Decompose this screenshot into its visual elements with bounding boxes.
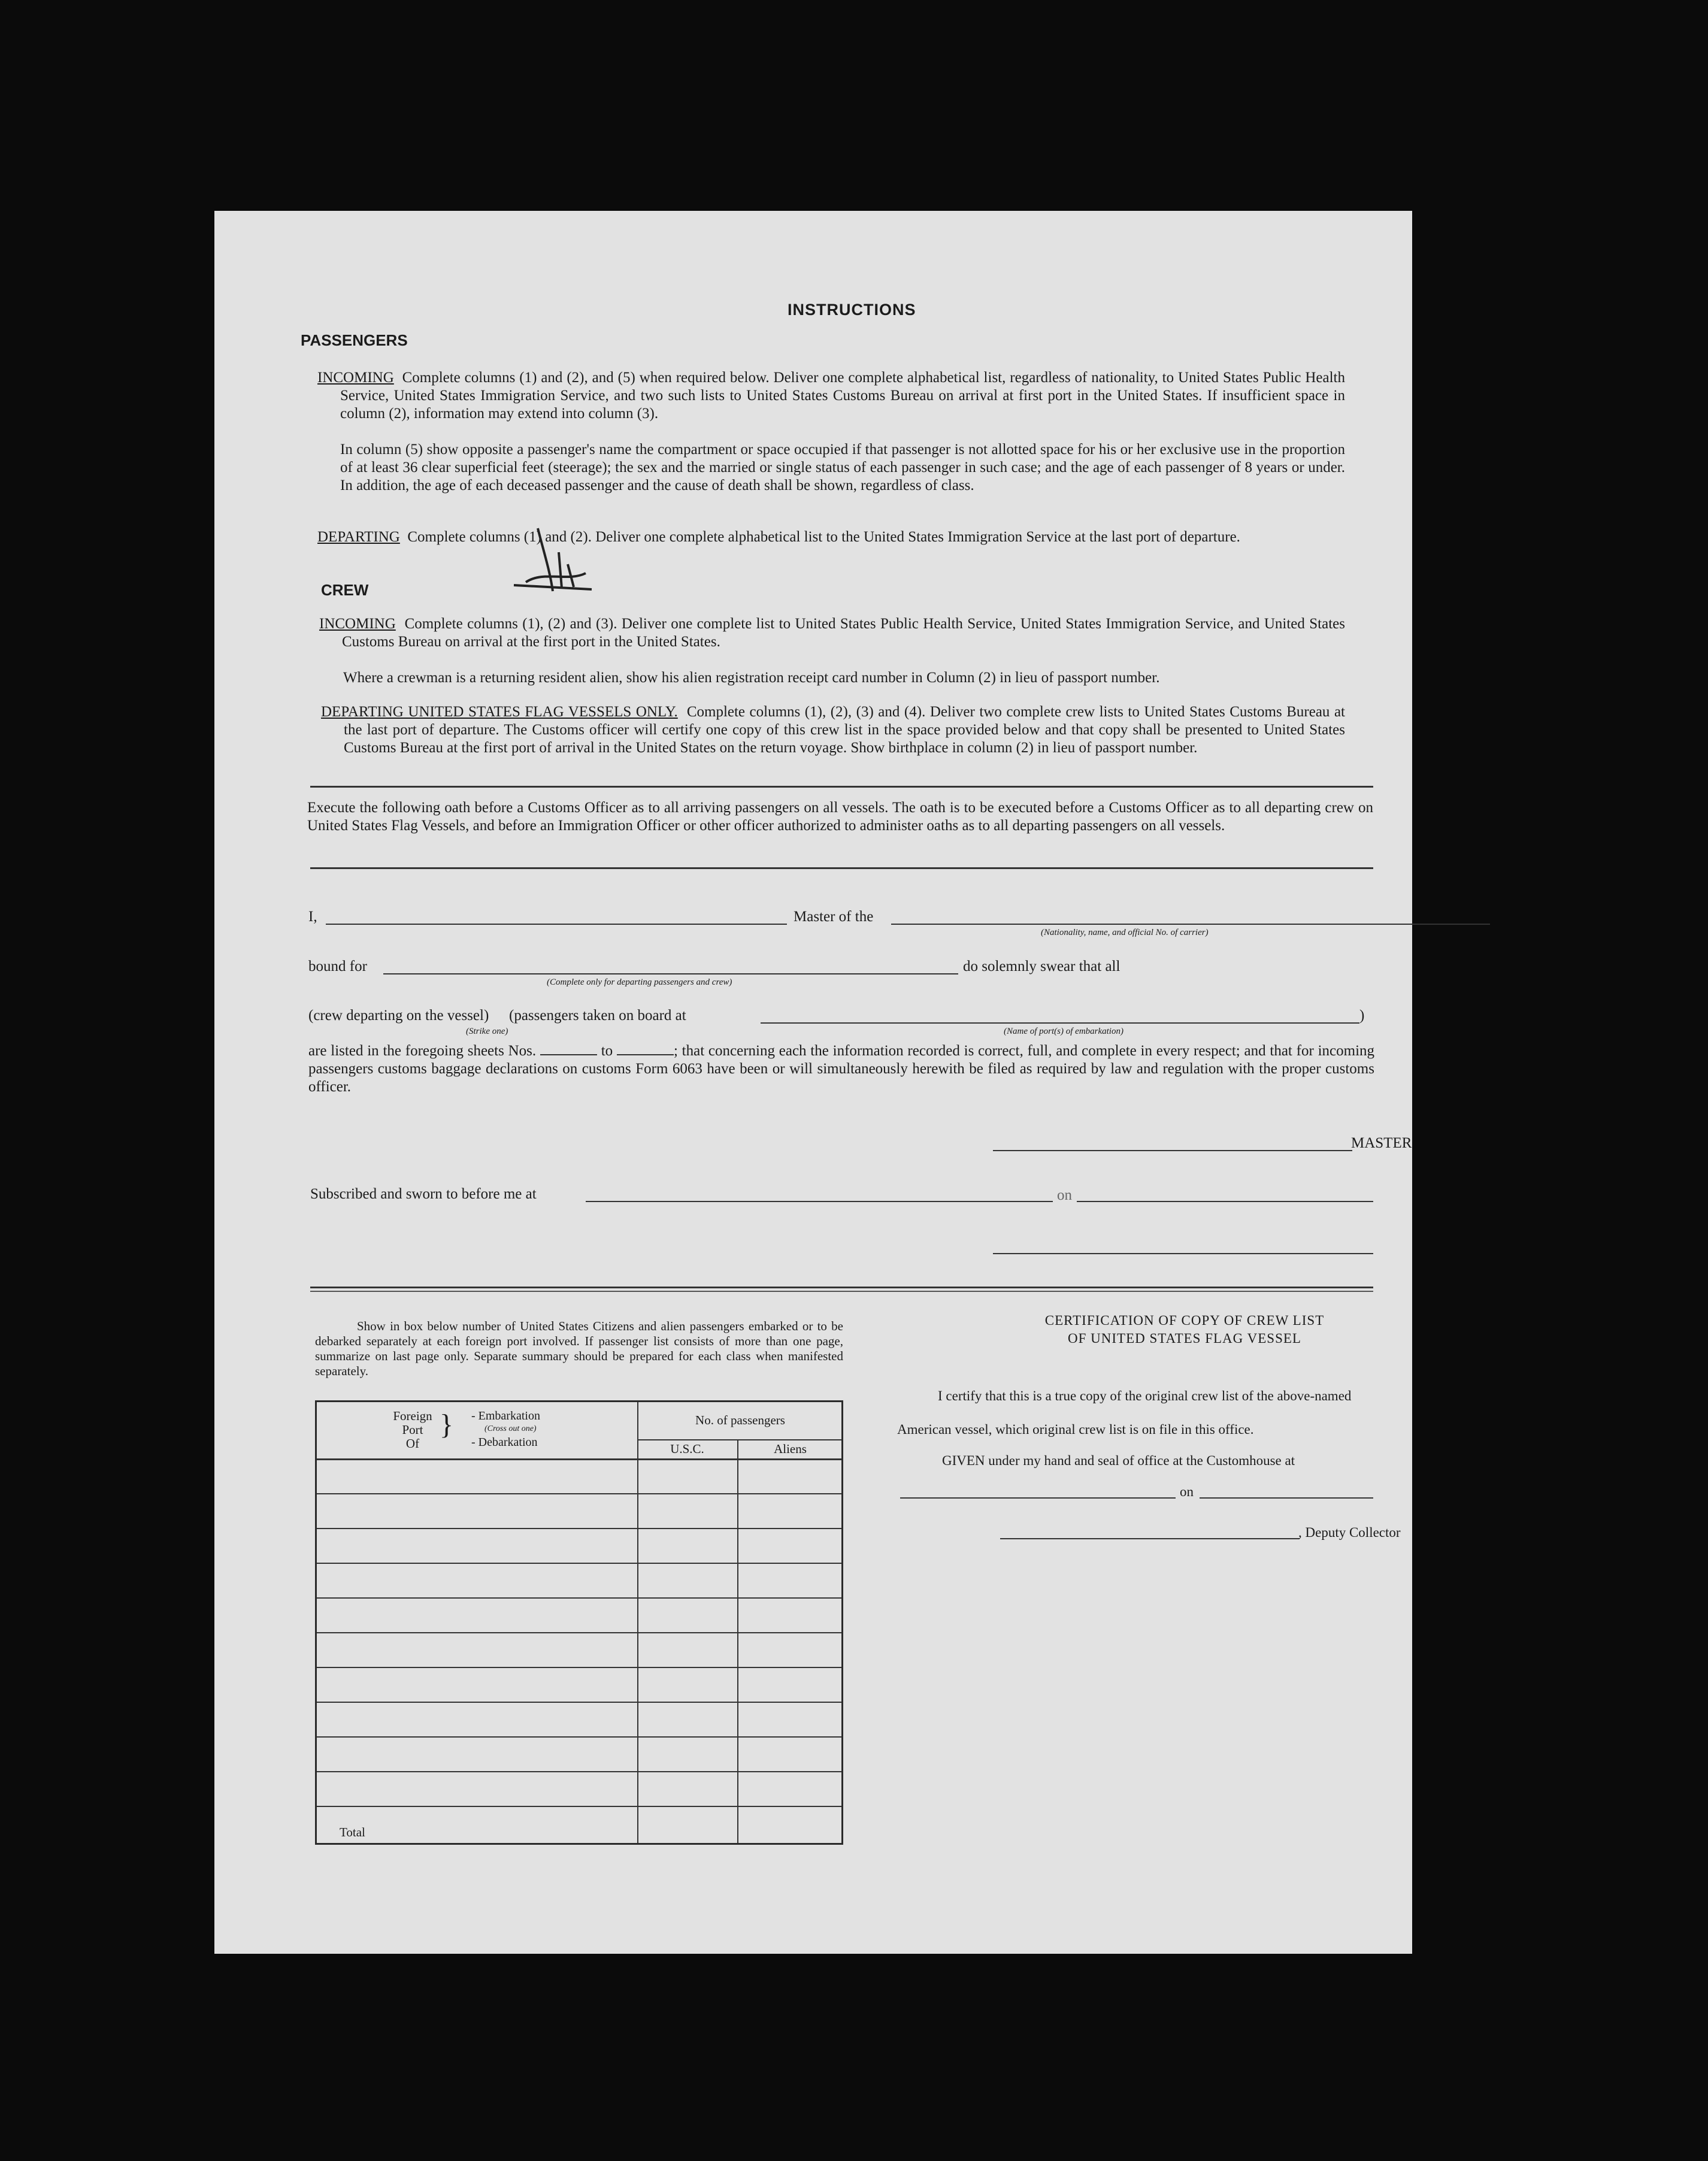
certification-line-1: I certify that this is a true copy of the original crew list of the above-named [938, 1388, 1352, 1403]
departing-text: Complete columns (1) and (2). Deliver one complete alphabetical list to the United States Immigration Service at the last port of departure. [407, 529, 1240, 545]
flag-vessels-label: DEPARTING UNITED STATES FLAG VESSELS ONLY. [321, 704, 678, 720]
master-of-label: Master of the [794, 909, 874, 925]
table-row-divider [317, 1632, 841, 1633]
divider-oath [310, 867, 1373, 869]
sheet-to-field[interactable] [617, 1054, 674, 1055]
passengers-heading: PASSENGERS [301, 331, 408, 349]
certification-line-2: American vessel, which original crew list is on file in this office. [897, 1422, 1254, 1437]
embarkation-options [471, 1409, 540, 1449]
crew-departing-option: (crew departing on the vessel) [308, 1007, 489, 1024]
handwritten-scribble [502, 516, 598, 600]
no-of-passengers-header: No. of passengers [695, 1413, 785, 1427]
usc-header: U.S.C. [670, 1442, 704, 1456]
table-row-divider [317, 1563, 841, 1564]
subscribed-on-label: on [1057, 1187, 1072, 1203]
certification-line-3: GIVEN under my hand and seal of office at the Customhouse at [942, 1453, 1295, 1468]
master-label: MASTER [1351, 1135, 1412, 1151]
passengers-departing-paragraph [317, 528, 1345, 546]
crew-incoming-paragraph [319, 615, 1345, 651]
incoming-text: Complete columns (1) and (2), and (5) when required below. Deliver one complete alphabetical list, regardless of nationality, to United States Public Health Service, United States Immigration Service, and two such lists to United States Customs Bureau on arrival at first port in the United States. If insufficient space in column (2), information may extend into column (3). [340, 370, 1345, 422]
flag-vessels-paragraph [321, 703, 1345, 757]
embarkation-label: - Embarkation [471, 1409, 540, 1422]
strike-one-caption: (Strike one) [466, 1027, 508, 1036]
destination-field[interactable] [383, 973, 958, 974]
deputy-signature-field[interactable] [1000, 1538, 1300, 1539]
deputy-collector-label: , Deputy Collector [1298, 1525, 1401, 1540]
departing-label: DEPARTING [317, 529, 400, 545]
sheets-text-a: are listed in the foregoing sheets Nos. [308, 1043, 537, 1059]
sheets-paragraph [308, 1042, 1374, 1096]
table-header-bottom [317, 1458, 841, 1460]
customhouse-field[interactable] [900, 1497, 1176, 1499]
table-row-divider [317, 1702, 841, 1703]
document-page [214, 211, 1412, 1954]
table-col-divider-1 [637, 1402, 638, 1843]
destination-caption: (Complete only for departing passengers and crew) [547, 977, 732, 987]
certification-title-2: OF UNITED STATES FLAG VESSEL [1068, 1331, 1301, 1346]
oath-i-label: I, [308, 909, 317, 925]
incoming-label: INCOMING [317, 370, 394, 386]
oath-instructions: Execute the following oath before a Customs Officer as to all arriving passengers on all vessels. The oath is to be executed before a Customs Officer as to all departing crew on United States Flag Vessels, and before an Immigration Officer or other officer authorized to administer oaths as to all departing passengers on all vessels. [307, 800, 1373, 834]
solemnly-label: do solemnly swear that all [963, 958, 1121, 974]
table-row-divider [317, 1806, 841, 1807]
sheet-from-field[interactable] [540, 1054, 597, 1055]
table-row-divider [317, 1667, 841, 1668]
flag-vessels-text: Complete columns (1), (2), (3) and (4). Deliver two complete crew lists to United States Customs Bureau at the last port of departure. The Customs officer will certify one copy of this crew list in the space provided below and that copy shall be presented to United States Customs Bureau at the first port of arrival in the United States on the return voyage. Show birthplace in column (2) in lieu of passport number. [344, 704, 1345, 756]
subscribed-place-field[interactable] [586, 1201, 1053, 1202]
close-paren: ) [1359, 1007, 1365, 1024]
table-row-divider [317, 1771, 841, 1772]
carrier-caption: (Nationality, name, and official No. of carrier) [1041, 928, 1209, 937]
debarkation-label: - Debarkation [471, 1436, 538, 1449]
certification-date-field[interactable] [1200, 1497, 1373, 1499]
table-row-divider [317, 1597, 841, 1599]
divider-bottom [310, 1287, 1373, 1288]
passengers-taken-option: (passengers taken on board at [509, 1007, 686, 1024]
aliens-header: Aliens [774, 1442, 807, 1456]
officer-signature-field[interactable] [993, 1253, 1373, 1254]
crewman-paragraph: Where a crewman is a returning resident alien, show his alien registration receipt card number in Column (2) in lieu of passport number. [343, 670, 1160, 686]
port-word: Port [402, 1422, 423, 1437]
bound-for-label: bound for [308, 958, 367, 974]
instructions-title: INSTRUCTIONS [788, 301, 916, 319]
carrier-field[interactable] [891, 924, 1490, 925]
subscribed-label: Subscribed and sworn to before me at [310, 1186, 537, 1202]
of-word: Of [405, 1436, 420, 1451]
sheets-text-b: ; that concerning each the information recorded is correct, full, and complete in every respect; and that for incoming passengers customs baggage declarations on customs Form 6063 have been or will simultaneously herewith be filed as required by law and regulation with the proper customs officer. [308, 1043, 1375, 1095]
table-header-divider [637, 1439, 841, 1440]
foreign-port-of-label [389, 1409, 437, 1451]
cross-out-caption: (Cross out one) [484, 1424, 537, 1433]
table-col-divider-2 [737, 1439, 738, 1843]
master-signature-field[interactable] [993, 1150, 1352, 1151]
table-row-divider [317, 1528, 841, 1529]
brace-icon: } [440, 1409, 454, 1440]
crew-incoming-text: Complete columns (1), (2) and (3). Deliver one complete list to United States Public Health Service, United States Immigration Service, and United States Customs Bureau on arrival at the first port in the United States. [342, 616, 1345, 650]
divider-top [310, 786, 1373, 788]
certification-on-label: on [1180, 1484, 1194, 1499]
embarkation-port-field[interactable] [761, 1022, 1359, 1024]
master-name-field[interactable] [326, 924, 787, 925]
divider-bottom-2 [310, 1291, 1373, 1292]
passenger-summary-table [315, 1400, 843, 1845]
crew-incoming-label: INCOMING [319, 616, 396, 632]
column5-paragraph: In column (5) show opposite a passenger's name the compartment or space occupied if that passenger is not allotted space for his or her exclusive use in the proportion of at least 36 clear superficial feet (steerage); the sex and the married or single status of each passenger in such case; and the age of each passenger of 8 years or under. In addition, the age of each deceased passenger and the cause of death shall be shown, regardless of class. [340, 441, 1345, 494]
embarkation-port-caption: (Name of port(s) of embarkation) [1004, 1027, 1123, 1036]
table-row-divider [317, 1736, 841, 1738]
table-row-divider [317, 1493, 841, 1494]
subscribed-date-field[interactable] [1077, 1201, 1373, 1202]
foreign-word: Foreign [393, 1409, 432, 1423]
crew-heading: CREW [321, 581, 369, 599]
total-label: Total [340, 1825, 365, 1839]
passengers-incoming-paragraph [317, 369, 1345, 423]
summary-intro: Show in box below number of United States Citizens and alien passengers embarked or to be debarked separately at each foreign port involved. If passenger list consists of more than one page, summarize on last page only. Separate summary should be prepared for each class when manifested separately. [315, 1319, 843, 1378]
certification-title-1: CERTIFICATION OF COPY OF CREW LIST [1044, 1313, 1325, 1328]
sheets-to-label: to [601, 1043, 613, 1059]
